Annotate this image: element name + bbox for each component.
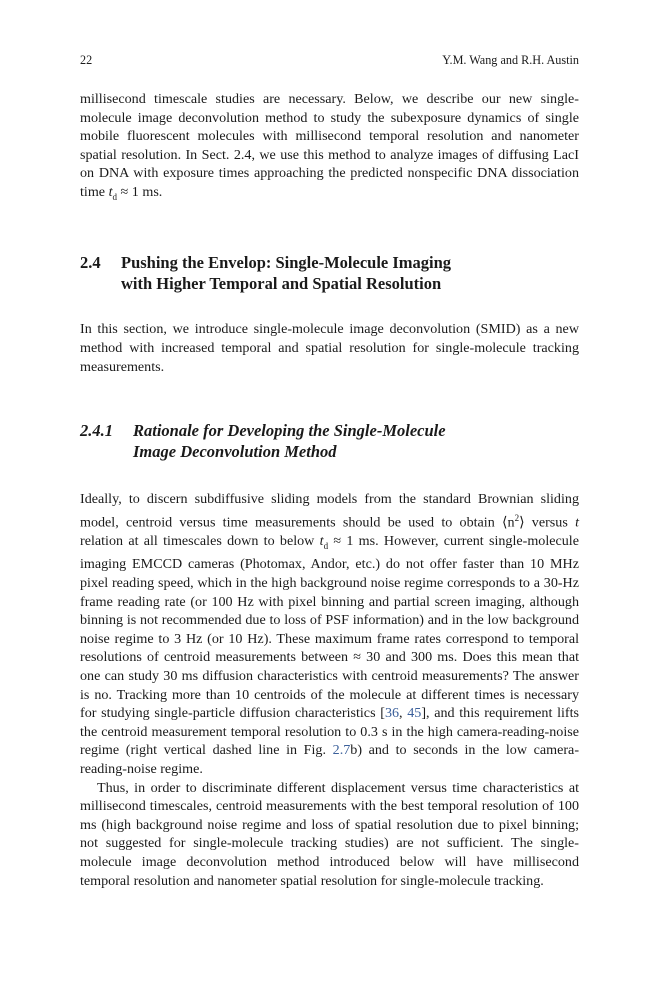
rationale-text-d: ≈ 1 ms. However, current single-molecule imaging EMCCD cameras (Photomax, Andor, etc.) do not offer faster than 10 MHz pixel reading speed, which in the high background noise regime corresponds to a 30-Hz frame reading rate (or 100 Hz with pixel binning and partial screen imaging, although binning is not recommended due to loss of PSF information) and in the low background noise regime to 3 Hz (or 10 Hz). These maximum frame rates correspond to temporal resolutions of centroid measurements between ≈ 30 and 300 ms. Does this mean that one can study 30 ms diffusion characteristics with centroid measurements? The answer is no. Tracking more than 10 centroids of the molecule at different times is necessary for studying single-particle diffusion characteristics [ bbox=[80, 533, 579, 722]
figure-link-2-7[interactable]: 2.7 bbox=[332, 742, 351, 759]
book-page bbox=[80, 52, 579, 890]
td-subscript-2: d bbox=[323, 540, 329, 551]
section-title-line1: Pushing the Envelop: Single-Molecule Imaging bbox=[121, 253, 452, 273]
td-variable: t bbox=[108, 183, 113, 200]
subsection-number: 2.4.1 bbox=[80, 421, 113, 441]
section-title-line2: with Higher Temporal and Spatial Resolution bbox=[121, 274, 442, 294]
citation-separator: , bbox=[399, 705, 408, 722]
paragraph-section-intro: In this section, we introduce single-molecule image deconvolution (SMID) as a new method with increased temporal and spatial resolution for single-molecule tracking measurements. bbox=[80, 321, 579, 375]
section-heading bbox=[80, 252, 579, 294]
section-title bbox=[121, 252, 579, 294]
t-variable: t bbox=[575, 514, 579, 531]
td-value: ≈ 1 ms. bbox=[117, 183, 163, 200]
rationale-text-c: relation at all timescales down to below bbox=[80, 533, 320, 550]
paragraph-intro-text: millisecond timescale studies are necessary. Below, we describe our new single-molecule image deconvolution method to study the subexposure dynamics of single mobile fluorescent molecules with millisecond temporal resolution and nanometer spatial resolution. In Sect. 2.4, we use this method to analyze images of diffusing LacI on DNA with exposure times approaching the predicted nonspecific DNA dissociation time bbox=[80, 91, 579, 200]
running-head bbox=[80, 52, 579, 68]
paragraph-rationale bbox=[80, 490, 579, 778]
rationale-text-e: ], and this requirement lifts the centroid measurement temporal resolution to 0.3 s in the high camera-reading-noise regime (right vertical dashed line in Fig. bbox=[80, 705, 579, 759]
rationale-text-a: Ideally, to discern subdiffusive sliding models from the standard Brownian sliding model, centroid versus time measurements should be used to obtain ⟨n bbox=[80, 491, 579, 531]
subsection-title-line2: Image Deconvolution Method bbox=[133, 442, 337, 462]
td-variable-2: t bbox=[319, 533, 324, 550]
citation-link-36[interactable]: 36 bbox=[384, 705, 400, 722]
author-names: Y.M. Wang and R.H. Austin bbox=[442, 53, 579, 67]
section-number: 2.4 bbox=[80, 253, 101, 273]
subsection-title-line1: Rationale for Developing the Single-Molecule bbox=[133, 421, 446, 441]
subsection-title bbox=[133, 420, 579, 462]
n-squared-superscript: 2 bbox=[514, 512, 520, 523]
page-number: 22 bbox=[80, 53, 93, 67]
td-subscript: d bbox=[112, 191, 117, 202]
paragraph-conclusion: Thus, in order to discriminate different displacement versus time characteristics at millisecond timescales, centroid measurements with the best temporal resolution of 100 ms (high background noise regime and loss of spatial resolution due to pixel binning; not suggested for single-molecule tracking studies) are not sufficient. The single-molecule image deconvolution method introduced below will have millisecond temporal resolution and nanometer spatial resolution for single-molecule tracking. bbox=[80, 779, 579, 889]
rationale-text-b: ⟩ versus bbox=[519, 514, 576, 531]
subsection-heading bbox=[80, 420, 579, 462]
rationale-text-f: b) and to seconds in the low camera-reading-noise regime. bbox=[80, 742, 580, 777]
citation-link-45[interactable]: 45 bbox=[407, 705, 422, 722]
paragraph-intro bbox=[80, 90, 579, 206]
